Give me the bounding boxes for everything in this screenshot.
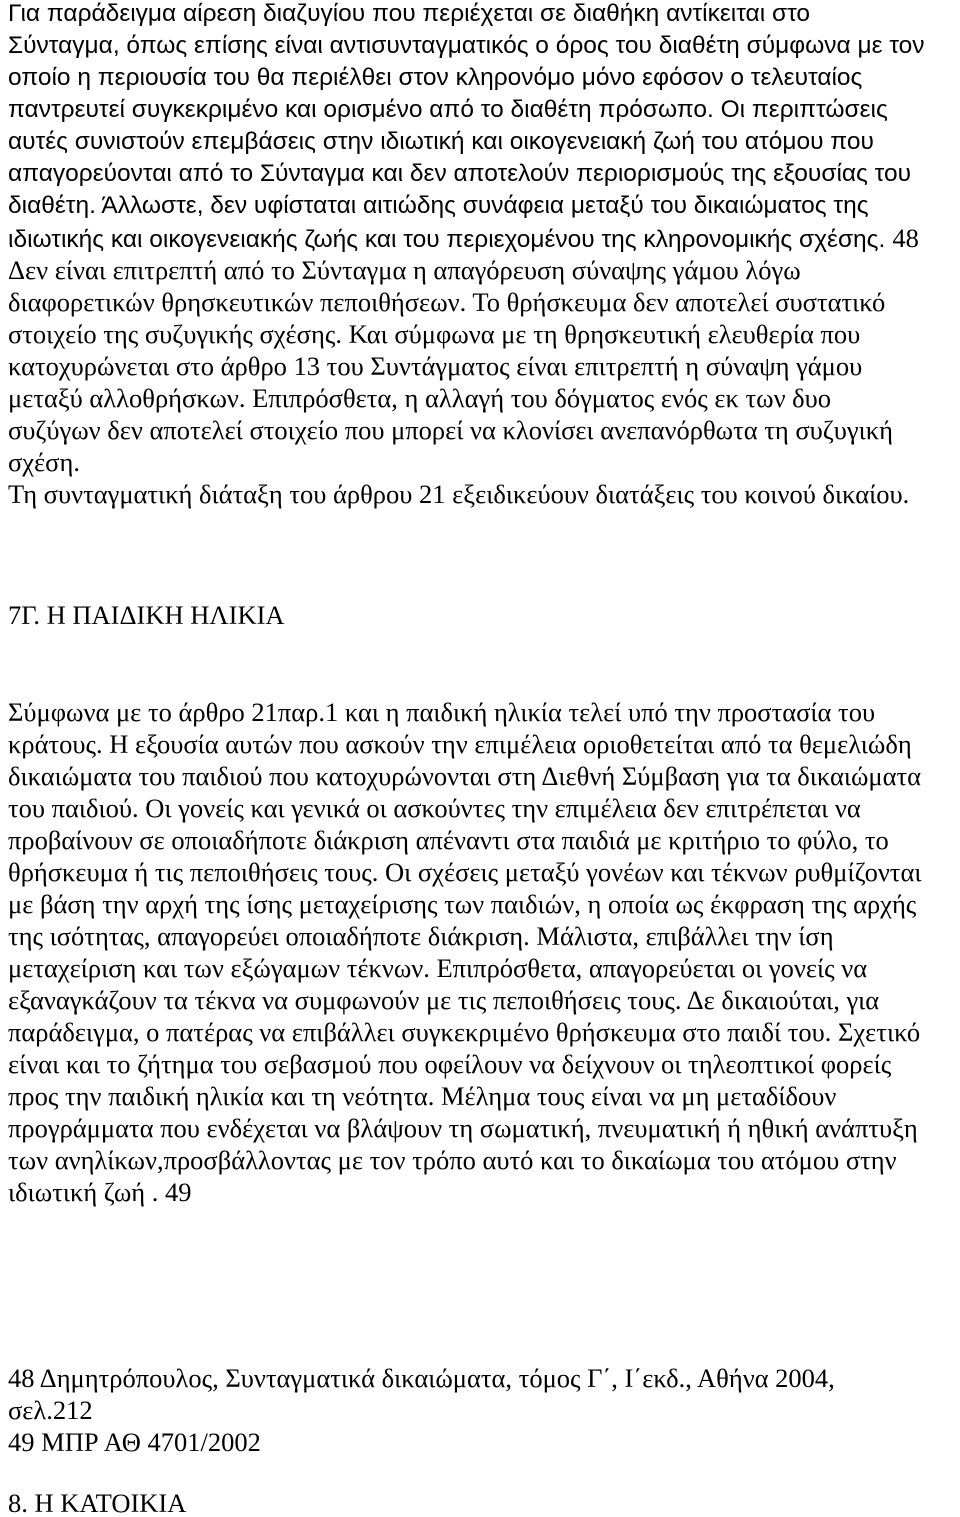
text-line: προς την παιδική ηλικία και τη νεότητα. Μέλημα τους είναι να μη μεταδίδουν — [8, 1081, 837, 1111]
text-line: μεταξύ αλλοθρήσκων. Επιπρόσθετα, η αλλαγή του δόγματος ενός εκ των δυο — [8, 383, 832, 413]
text-line: είναι και το ζήτημα του σεβασμού που οφείλουν να δείχνουν οι τηλεοπτικοί φορείς — [8, 1049, 892, 1079]
text-line: προγράμματα που ενδέχεται να βλάψουν τη σωματική, πνευματική ή ηθική ανάπτυξη — [8, 1113, 918, 1143]
text-line: κατοχυρώνεται στο άρθρο 13 του Συντάγματος είναι επιτρεπτή η σύναψη γάμου — [8, 351, 863, 381]
footnote-line: 49 ΜΠΡ ΑΘ 4701/2002 — [8, 1427, 261, 1457]
text-line: αυτές συνιστούν επεμβάσεις στην ιδιωτική και οικογενειακή ζωή του ατόμου που — [8, 128, 874, 155]
section-heading — [8, 1489, 958, 1517]
text-line-content: ιδιωτικής και οικογενειακής ζωής και του περιεχομένου της κληρονομικής σχέσης. — [8, 226, 886, 253]
footnotes — [8, 1362, 958, 1458]
footnote-ref: 48 — [892, 223, 919, 253]
text-line: Σύνταγμα, όπως επίσης είναι αντισυνταγματικός ο όρος του διαθέτη σύμφωνα με τον — [8, 32, 925, 59]
text-line: Σύμφωνα με το άρθρο 21παρ.1 και η παιδική ηλικία τελεί υπό την προστασία του — [8, 697, 876, 727]
footnote-line: 48 Δημητρόπουλος, Συνταγματικά δικαιώματα, τόμος Γ΄, Ι΄εκδ., Αθήνα 2004, — [8, 1363, 835, 1393]
text-line: θρήσκευμα ή τις πεποιθήσεις τους. Οι σχέσεις μεταξύ γονέων και τέκνων ρυθμίζονται — [8, 857, 922, 887]
text-line: ιδιωτική ζωή . 49 — [8, 1177, 192, 1207]
text-line: με βάση την αρχή της ίσης μεταχείρισης των παιδιών, η οποία ως έκφραση της αρχής — [8, 889, 917, 919]
text-line: εξαναγκάζουν τα τέκνα να συμφωνούν με τις πεποιθήσεις τους. Δε δικαιούται, για — [8, 985, 880, 1015]
text-line — [8, 222, 958, 254]
text-line: Τη συνταγματική διάταξη του άρθρου 21 εξειδικεύουν διατάξεις του κοινού δικαίου. — [8, 479, 910, 509]
text-line: παντρευτεί συγκεκριμένο και ορισμένο από το διαθέτη πρόσωπο. Οι περιπτώσεις — [8, 96, 888, 123]
text-line: κράτους. Η εξουσία αυτών που ασκούν την επιμέλεια οριοθετείται από τα θεμελιώδη — [8, 729, 912, 759]
body-text-block — [8, 696, 958, 1208]
text-line: παράδειγμα, ο πατέρας να επιβάλλει συγκεκριμένο θρήσκευμα στο παιδί του. Σχετικό — [8, 1017, 921, 1047]
text-line: του παιδιού. Οι γονείς και γενικά οι ασκούντες την επιμέλεια δεν επιτρέπεται να — [8, 793, 861, 823]
text-line: συζύγων δεν αποτελεί στοιχείο που μπορεί να κλονίσει ανεπανόρθωτα τη συζυγική — [8, 415, 893, 445]
section-heading — [8, 599, 958, 631]
text-line: δικαιώματα του παιδιού που κατοχυρώνονται στη Διεθνή Σύμβαση για τα δικαιώματα — [8, 761, 922, 791]
footnote-line: σελ.212 — [8, 1395, 93, 1425]
text-line: απαγορεύονται από το Σύνταγμα και δεν αποτελούν περιορισμούς της εξουσίας του — [8, 160, 912, 187]
text-line: των ανηλίκων,προσβάλλοντας με τον τρόπο αυτό και το δικαίωμα του ατόμου στην — [8, 1145, 897, 1175]
text-line: διαφορετικών θρησκευτικών πεποιθήσεων. Το θρήσκευμα δεν αποτελεί συστατικό — [8, 287, 886, 317]
section-heading-text: 7Γ. Η ΠΑΙΔΙΚΗ ΗΛΙΚΙΑ — [8, 600, 285, 630]
text-line: Για παράδειγμα αίρεση διαζυγίου που περιέχεται σε διαθήκη αντίκειται στο — [8, 0, 811, 27]
text-line: διαθέτη. Άλλωστε, δεν υφίσταται αιτιώδης συνάφεια μεταξύ του δικαιώματος της — [8, 192, 869, 219]
text-line: μεταχείριση και των εξώγαμων τέκνων. Επιπρόσθετα, απαγορεύεται οι γονείς να — [8, 953, 868, 983]
text-line: προβαίνουν σε οποιαδήποτε διάκριση απέναντι στα παιδιά με κριτήριο το φύλο, το — [8, 825, 889, 855]
text-line: Δεν είναι επιτρεπτή από το Σύνταγμα η απαγόρευση σύναψης γάμου λόγω — [8, 255, 801, 285]
text-line: στοιχείο της συζυγικής σχέσης. Και σύμφωνα με τη θρησκευτική ελευθερία που — [8, 319, 861, 349]
text-line: σχέση. — [8, 447, 80, 477]
text-line: οποίο η περιουσία του θα περιέλθει στον κληρονόμο μόνο εφόσον ο τελευταίος — [8, 64, 863, 91]
section-heading-text: 8. Η ΚΑΤΟΙΚΙΑ — [8, 1488, 187, 1517]
text-line: της ισότητας, απαγορεύει οποιαδήποτε διάκριση. Μάλιστα, επιβάλλει την ίση — [8, 921, 834, 951]
body-text-block — [8, 0, 958, 510]
